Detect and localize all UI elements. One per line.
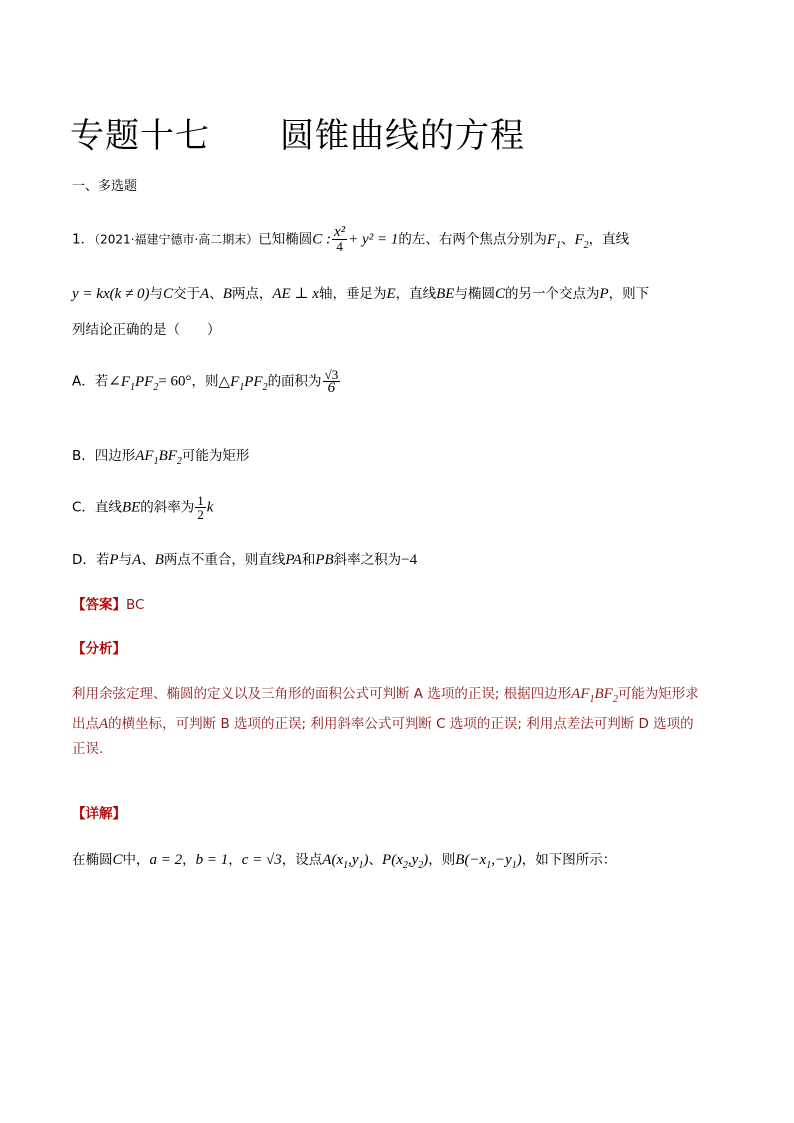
- analysis-text: 利用余弦定理、椭圆的定义以及三角形的面积公式可判断 A 选项的正误; 根据四边形: [72, 686, 572, 702]
- answer-tag: 【答案】: [72, 597, 126, 613]
- question-text: 的左、右两个焦点分别为: [398, 231, 547, 248]
- math-a: A: [132, 552, 142, 568]
- analysis-paragraph: [72, 682, 722, 762]
- frac-denominator: 6: [327, 380, 336, 396]
- question-text: ，直线: [588, 231, 630, 248]
- option-text: A．若: [72, 373, 109, 390]
- math-pb: PB: [315, 552, 334, 568]
- math-b: B: [222, 286, 232, 302]
- option-text: 可能为矩形: [181, 448, 250, 464]
- math-k-condition: (k ≠ 0): [109, 286, 150, 302]
- page-title: 专题十七 圆锥曲线的方程: [70, 116, 525, 156]
- detail-heading: [72, 802, 126, 822]
- question-text: 轴，垂足为: [318, 286, 387, 302]
- analysis-line-2: [72, 712, 722, 737]
- question-text: 两点，: [231, 286, 273, 302]
- question-text: ，则下: [608, 286, 650, 302]
- option-a: [72, 368, 341, 395]
- math-value: −4: [401, 552, 418, 568]
- section-heading: 一、多选题: [72, 179, 138, 194]
- option-d: D．若P与A、B两点不重合，则直线PA和PB斜率之积为−4: [72, 552, 418, 568]
- math-a: A: [99, 716, 109, 732]
- math-f2: $F_2$: [574, 231, 589, 251]
- math-quad: $AF_1BF_2$: [135, 448, 182, 467]
- question-text: 与: [149, 286, 163, 302]
- option-text: 斜率之积为: [333, 552, 402, 568]
- math-point-a: $A(x_1,y_1)$: [322, 852, 369, 871]
- math-b-eq: b = 1: [195, 852, 229, 868]
- math-k: k: [206, 499, 214, 516]
- question-text: 交于: [173, 286, 201, 302]
- math-quad: $AF_1BF_2$: [571, 686, 618, 705]
- frac-denominator: 2: [197, 507, 204, 522]
- analysis-text: 的横坐标，可判断 B 选项的正误; 利用斜率公式可判断 C 选项的正误; 利用点差法可判断 D 选项的: [108, 716, 694, 732]
- fraction-sqrt3-over-6: [323, 368, 341, 395]
- analysis-line-1: [72, 682, 722, 712]
- question-text: 的另一个交点为: [504, 286, 600, 302]
- question-line-2: y = kx(k ≠ 0)与C交于A、B两点，AE ⊥ x轴，垂足为E，直线BE与椭圆C的另一个交点为P，则下: [72, 286, 650, 302]
- detail-text: ，则: [428, 852, 456, 868]
- question-source: （2021·福建宁德市·高二期末）: [94, 232, 259, 247]
- math-line: y = kx: [72, 286, 110, 302]
- option-text: C．直线: [72, 499, 122, 516]
- math-be: BE: [436, 286, 455, 302]
- detail-text: 中，: [122, 852, 150, 868]
- detail-text: 在椭圆: [72, 852, 113, 868]
- analysis-text: 出点: [72, 716, 99, 732]
- frac-numerator: 1: [197, 493, 204, 508]
- detail-text: ，设点: [281, 852, 323, 868]
- frac-numerator: x²: [334, 224, 346, 240]
- option-text: 的斜率为: [140, 499, 195, 516]
- question-line-3: 列结论正确的是（ ）: [72, 322, 221, 338]
- option-b: [72, 444, 249, 467]
- math-c: C: [494, 286, 505, 302]
- detail-tag: 【详解】: [72, 806, 126, 822]
- question-text: 已知椭圆: [258, 231, 313, 248]
- analysis-line-3: 正误.: [72, 741, 104, 757]
- math-p: P: [599, 286, 609, 302]
- math-be: BE: [121, 499, 141, 516]
- analysis-text: 可能为矩形求: [617, 686, 699, 702]
- option-c: [72, 494, 213, 521]
- math-a: A: [200, 286, 210, 302]
- math-point-p: $P(x_2,y_2)$: [382, 852, 429, 871]
- option-text: 两点不重合，则直线: [163, 552, 286, 568]
- math-angle: $\angle F_1PF_2$: [108, 373, 159, 393]
- math-ae-perp: AE ⊥ x: [272, 286, 319, 302]
- analysis-tag: 【分析】: [72, 641, 126, 657]
- fraction-half: [195, 494, 206, 521]
- math-b: B: [154, 552, 164, 568]
- option-text: 和: [301, 552, 316, 568]
- math-f1: $F_1$: [546, 231, 561, 251]
- math-pa: PA: [285, 552, 302, 568]
- detail-text: ，如下图所示：: [521, 852, 617, 868]
- math-y2: + y² = 1: [348, 231, 399, 248]
- question-text: ，直线: [395, 286, 437, 302]
- math-triangle: $\triangle F_1PF_2$: [218, 373, 268, 393]
- question-line-1: 1．（2021·福建宁德市·高二期末）已知椭圆C : $\frac{\text{x²}}{4}$ + y² = 1的左、右两个焦点分别为$F_1$、$F_2$，直线: [72, 224, 630, 254]
- math-a-eq: a = 2: [149, 852, 183, 868]
- math-c: C: [163, 286, 174, 302]
- detail-line-1: 在椭圆C中，a = 2，b = 1，c = √3，设点$A(x_1,y_1)$、$P(x_2,y_2)$，则$B(-x_1,-y_1)$，如下图所示：: [72, 852, 617, 871]
- question-number: 1．: [72, 231, 95, 248]
- fraction-x2-over-4: [332, 226, 347, 253]
- analysis-heading: [72, 637, 126, 657]
- math-p: P: [109, 552, 119, 568]
- math-e: E: [386, 286, 396, 302]
- frac-denominator: 4: [336, 239, 343, 254]
- question-text: 与椭圆: [454, 286, 495, 302]
- answer-value: BC: [126, 597, 145, 613]
- math-point-b: $B(-x_1,-y_1)$: [455, 852, 522, 871]
- option-text: 与: [118, 552, 133, 568]
- answer-line: [72, 593, 144, 613]
- math-c-eq: c = √3: [241, 852, 282, 868]
- option-text: 的面积为: [267, 373, 322, 390]
- math-angle-value: = 60°: [158, 373, 192, 390]
- option-text: ，则: [191, 373, 219, 390]
- option-text: D．若: [72, 552, 110, 568]
- option-text: B．四边形: [72, 448, 136, 464]
- math-c: C :: [312, 231, 332, 248]
- math-c: C: [112, 852, 123, 868]
- frac-numerator: √3: [324, 367, 339, 382]
